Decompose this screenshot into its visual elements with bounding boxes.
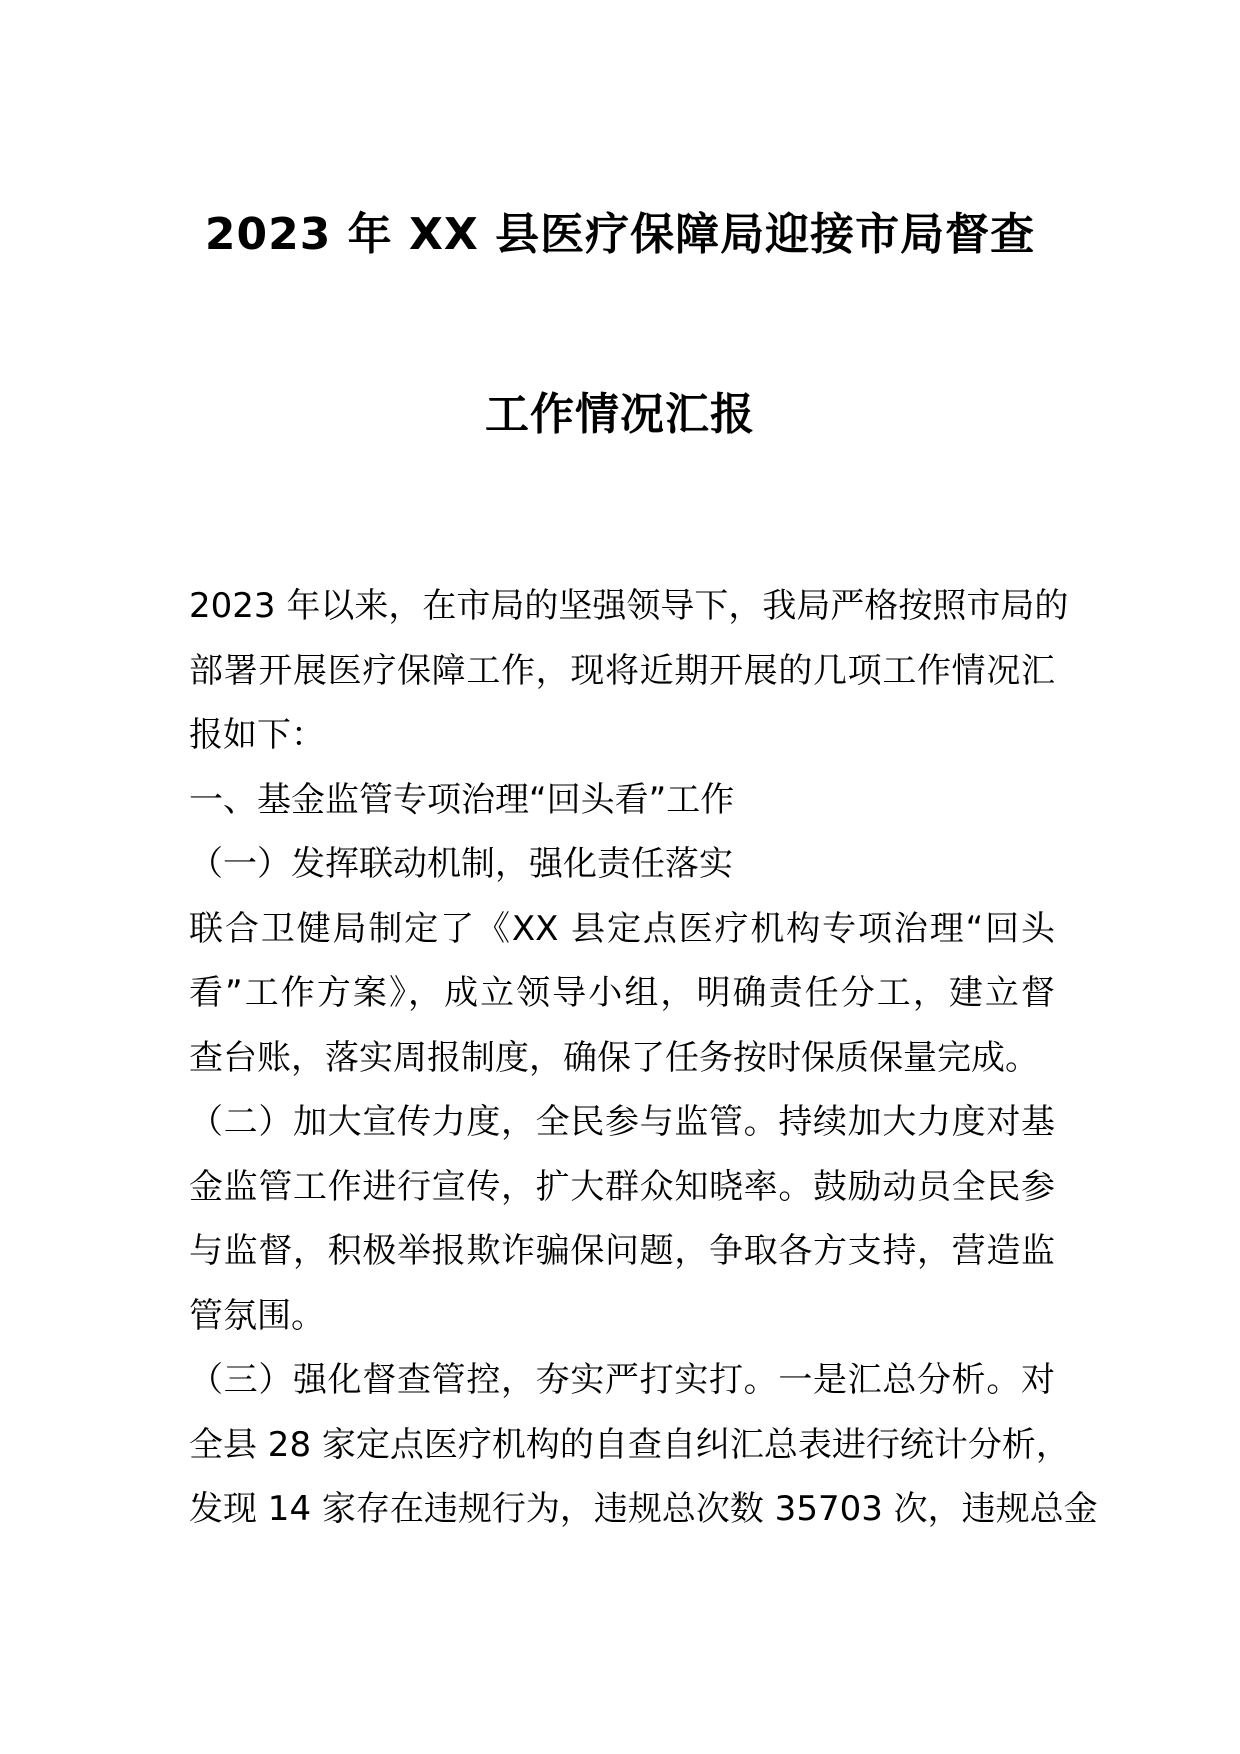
body-line: 与监督，积极举报欺诈骗保问题，争取各方支持，营造监 bbox=[189, 1231, 1055, 1271]
section-heading: 一、基金监管专项治理“回头看”工作 bbox=[189, 779, 735, 820]
body-line: 查台账，落实周报制度，确保了任务按时保质保量完成。 bbox=[189, 1037, 1039, 1078]
body-line: 发现 14 家存在违规行为，违规总次数 35703 次，违规总金 bbox=[189, 1489, 1098, 1529]
body-line: 看”工作方案》，成立领导小组，明确责任分工，建立督 bbox=[189, 973, 1055, 1013]
subsection-heading: （一）发挥联动机制，强化责任落实 bbox=[189, 844, 733, 884]
body-line: （二）加大宣传力度，全民参与监管。持续加大力度对基 bbox=[189, 1102, 1055, 1142]
body-line: 报如下： bbox=[189, 715, 325, 755]
document-title-line-1: 2023 年 XX 县医疗保障局迎接市局督查 bbox=[204, 209, 1036, 260]
body-line: 全县 28 家定点医疗机构的自查自纠汇总表进行统计分析， bbox=[189, 1424, 1070, 1465]
document-title-line-2: 工作情况汇报 bbox=[485, 389, 755, 440]
body-line: 2023 年以来，在市局的坚强领导下，我局严格按照市局的 bbox=[189, 586, 1069, 626]
body-line: 管氛围。 bbox=[189, 1295, 325, 1336]
body-line: 金监管工作进行宣传，扩大群众知晓率。鼓励动员全民参 bbox=[189, 1166, 1055, 1207]
body-line: 部署开展医疗保障工作，现将近期开展的几项工作情况汇 bbox=[189, 650, 1055, 691]
body-line: （三）强化督查管控，夯实严打实打。一是汇总分析。对 bbox=[189, 1360, 1055, 1400]
body-line: 联合卫健局制定了《XX 县定点医疗机构专项治理“回头 bbox=[189, 908, 1055, 949]
document-body bbox=[189, 574, 1098, 1542]
